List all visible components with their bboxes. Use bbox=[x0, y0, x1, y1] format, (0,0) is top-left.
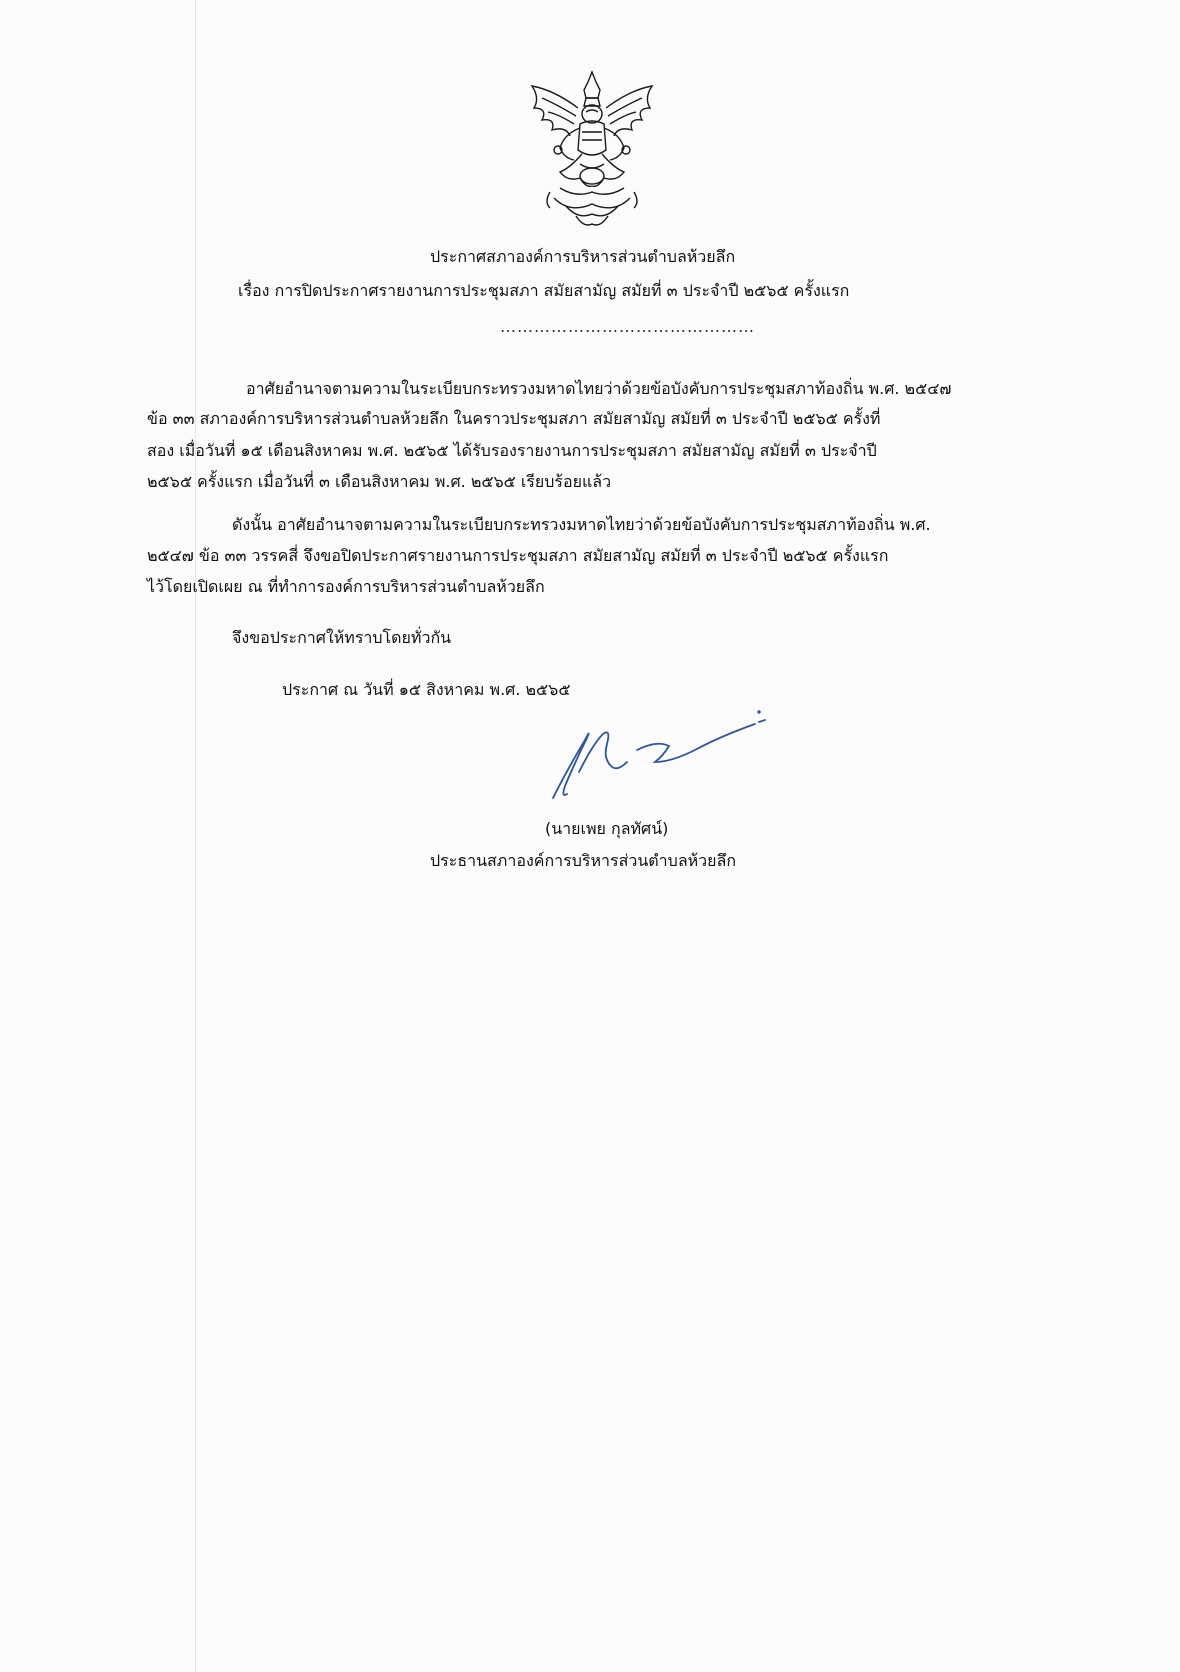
paragraph1-line: ๒๕๖๕ ครั้งแรก เมื่อวันที่ ๓ เดือนสิงหาคม พ.ศ. ๒๕๖๕ เรียบร้อยแล้ว bbox=[147, 472, 612, 491]
announcement-subject: เรื่อง การปิดประกาศรายงานการประชุมสภา สมัยสามัญ สมัยที่ ๓ ประจำปี ๒๕๖๕ ครั้งแรก bbox=[238, 281, 850, 300]
scan-fold-line bbox=[195, 0, 196, 1672]
garuda-emblem-icon bbox=[520, 68, 665, 236]
dotted-separator: ……………………………………… bbox=[500, 317, 755, 336]
closing-statement: จึงขอประกาศให้ทราบโดยทั่วกัน bbox=[232, 628, 452, 647]
signatory-title: ประธานสภาองค์การบริหารส่วนตำบลห้วยลึก bbox=[430, 851, 737, 870]
paragraph2-line: ไว้โดยเปิดเผย ณ ที่ทำการองค์การบริหารส่วนตำบลห้วยลึก bbox=[147, 577, 545, 596]
paragraph1-line: สอง เมื่อวันที่ ๑๕ เดือนสิงหาคม พ.ศ. ๒๕๖๕ ได้รับรองรายงานการประชุมสภา สมัยสามัญ สมัยที่ ๓ ประจำปี bbox=[147, 441, 877, 460]
signatory-name: (นายเพย กุลทัศน์) bbox=[545, 819, 669, 838]
paragraph2-line: ๒๕๔๗ ข้อ ๓๓ วรรคสี่ จึงขอปิดประกาศรายงานการประชุมสภา สมัยสามัญ สมัยที่ ๓ ประจำปี ๒๕๖๕ ครั้งแรก bbox=[147, 546, 889, 565]
paragraph1-line: อาศัยอำนาจตามความในระเบียบกระทรวงมหาดไทยว่าด้วยข้อบังคับการประชุมสภาท้องถิ่น พ.ศ. ๒๕๔๗ bbox=[246, 379, 952, 398]
handwritten-signature bbox=[545, 710, 805, 810]
paragraph1-line: ข้อ ๓๓ สภาองค์การบริหารส่วนตำบลห้วยลึก ในคราวประชุมสภา สมัยสามัญ สมัยที่ ๓ ประจำปี ๒๕๖๕ ครั้งที่ bbox=[147, 409, 881, 428]
announcement-date: ประกาศ ณ วันที่ ๑๕ สิงหาคม พ.ศ. ๒๕๖๕ bbox=[282, 680, 571, 699]
paragraph2-line: ดังนั้น อาศัยอำนาจตามความในระเบียบกระทรวงมหาดไทยว่าด้วยข้อบังคับการประชุมสภาท้องถิ่น พ.ศ. bbox=[232, 515, 931, 534]
announcement-heading: ประกาศสภาองค์การบริหารส่วนตำบลห้วยลึก bbox=[430, 247, 736, 266]
